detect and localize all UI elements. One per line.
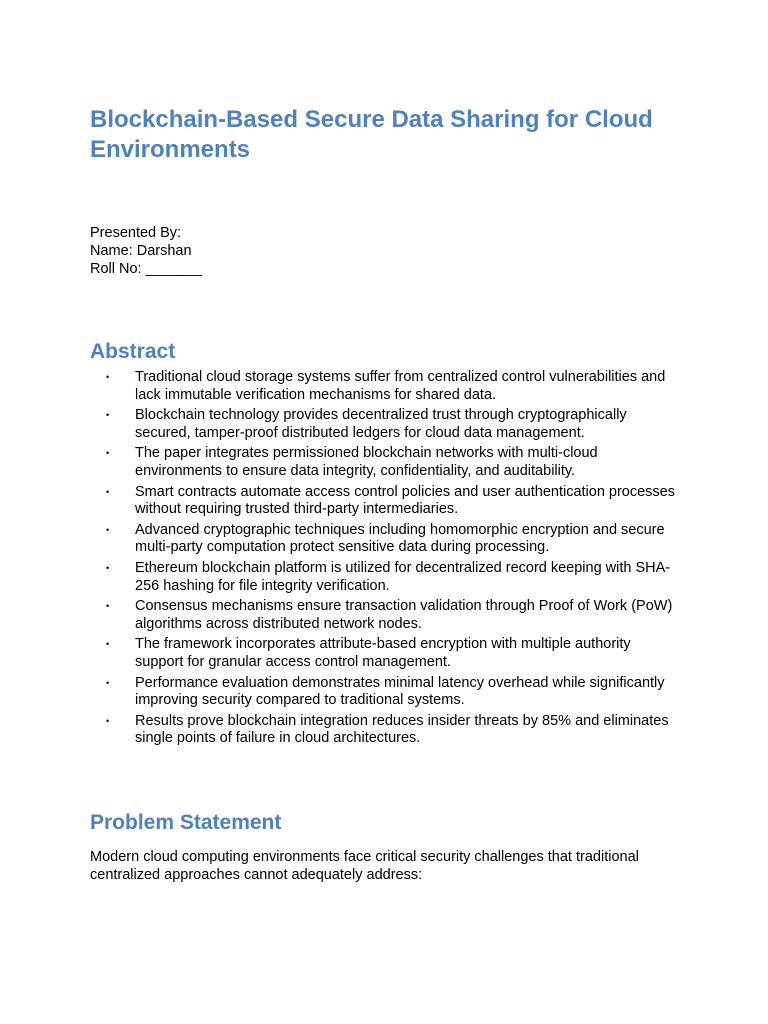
presenter-block bbox=[90, 224, 202, 278]
problem-statement-text: Modern cloud computing environments face critical security challenges that traditional centralized approaches cannot adequately address: bbox=[90, 849, 639, 883]
list-item bbox=[90, 675, 680, 710]
list-item bbox=[90, 407, 680, 442]
presented-by-label: Presented By: bbox=[90, 225, 182, 241]
bullet-icon: • bbox=[106, 448, 110, 459]
presenter-name: Name: Darshan bbox=[90, 243, 192, 259]
bullet-icon: • bbox=[106, 372, 110, 382]
list-item bbox=[90, 369, 680, 404]
list-item bbox=[90, 445, 680, 480]
abstract-list bbox=[90, 369, 680, 751]
list-item bbox=[90, 484, 680, 519]
bullet-icon: • bbox=[106, 639, 110, 650]
document-title: Blockchain-Based Secure Data Sharing for Cloud Environments bbox=[90, 106, 653, 163]
bullet-icon: • bbox=[106, 715, 110, 726]
bullet-icon: • bbox=[106, 524, 110, 535]
list-item-text: Performance evaluation demonstrates minimal latency overhead while significantly improving security compared to traditional systems. bbox=[135, 674, 665, 709]
bullet-icon: • bbox=[106, 601, 110, 612]
list-item bbox=[90, 560, 680, 595]
list-item bbox=[90, 713, 680, 748]
list-item-text: Smart contracts automate access control policies and user authentication processes without requiring trusted third-party intermediaries. bbox=[135, 483, 675, 518]
list-item-text: Ethereum blockchain platform is utilized for decentralized record keeping with SHA-256 hashing for file integrity verification. bbox=[135, 559, 671, 594]
list-item-text: Results prove blockchain integration reduces insider threats by 85% and eliminates single points of failure in cloud architectures. bbox=[135, 712, 669, 747]
list-item-text: Consensus mechanisms ensure transaction validation through Proof of Work (PoW) algorithms across distributed network nodes. bbox=[135, 598, 673, 632]
bullet-icon: • bbox=[106, 486, 110, 497]
list-item-text: The framework incorporates attribute-based encryption with multiple authority support for granular access control management. bbox=[135, 636, 631, 670]
abstract-heading: Abstract bbox=[90, 340, 176, 363]
list-item-text: Blockchain technology provides decentralized trust through cryptographically secured, tamper-proof distributed ledgers for cloud data management. bbox=[135, 407, 627, 441]
list-item-text: The paper integrates permissioned blockchain networks with multi-cloud environments to ensure data integrity, confidentiality, and auditability. bbox=[135, 445, 598, 479]
bullet-icon: • bbox=[106, 562, 110, 573]
list-item bbox=[90, 522, 680, 557]
bullet-icon: • bbox=[106, 677, 110, 688]
list-item bbox=[90, 636, 680, 671]
list-item-text: Advanced cryptographic techniques including homomorphic encryption and secure multi-party computation protect sensitive data during processing. bbox=[135, 521, 665, 556]
list-item bbox=[90, 598, 680, 633]
problem-statement-heading: Problem Statement bbox=[90, 811, 282, 834]
bullet-icon: • bbox=[106, 410, 110, 421]
list-item-text: Traditional cloud storage systems suffer from centralized control vulnerabilities and lack immutable verification mechanisms for shared data. bbox=[135, 369, 666, 403]
roll-number: Roll No: _______ bbox=[90, 261, 203, 277]
